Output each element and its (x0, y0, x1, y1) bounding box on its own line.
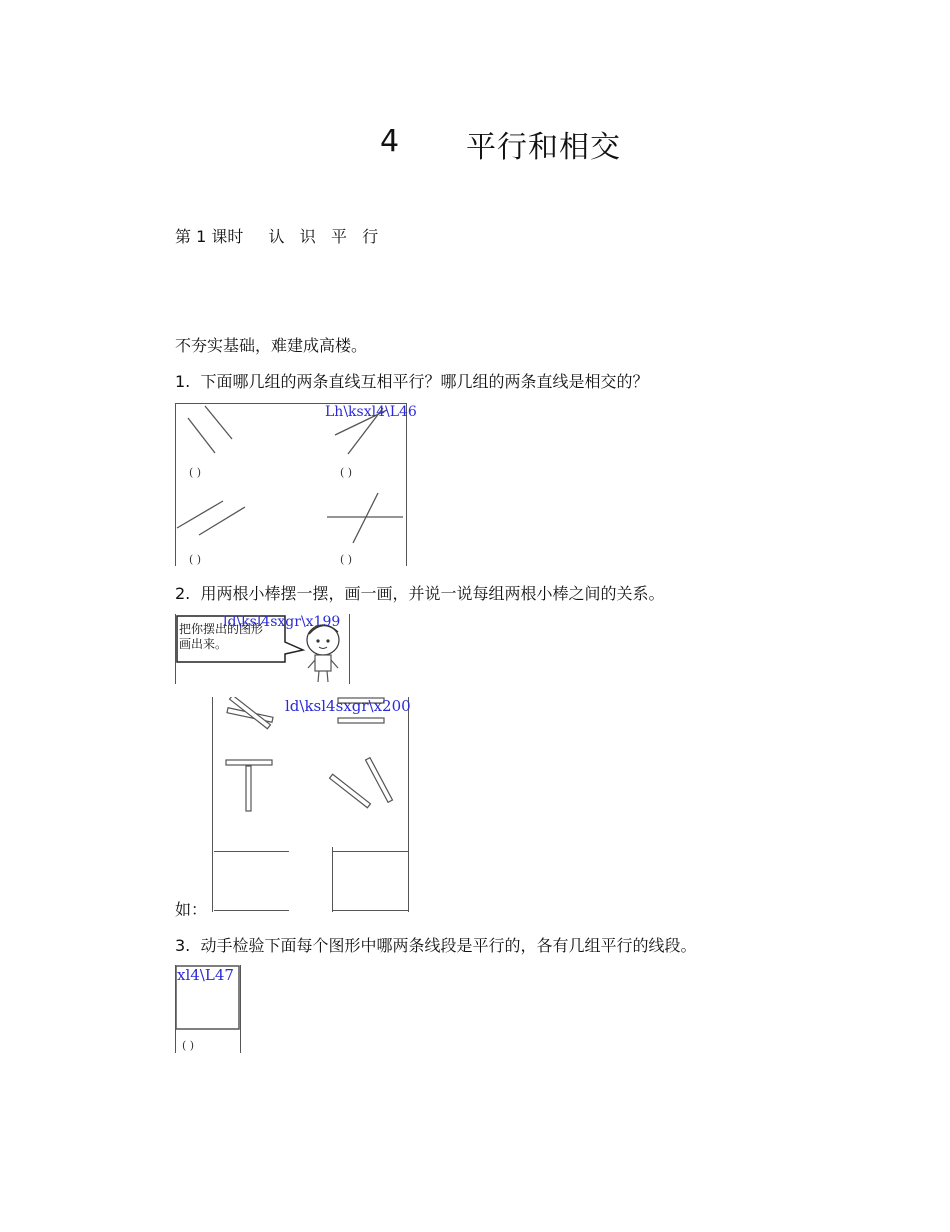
example-label: 如： (175, 900, 208, 919)
answer-blank: ( ) (182, 1039, 195, 1052)
stick (246, 766, 251, 811)
figure-square (175, 965, 241, 1053)
question-text: 下面哪几组的两条直线互相平行？哪几组的两条直线是相交的？ (200, 372, 649, 391)
intro-text: 不夯实基础，难建成高楼。 (175, 336, 368, 355)
figure-code-label: ld\ksl4sxgr\x200 (285, 697, 411, 715)
lines-diagram (175, 403, 407, 566)
answer-blank: ( ) (340, 553, 353, 566)
sticks-diagram (212, 697, 409, 912)
question-text: 用两根小棒摆一摆，画一画，并说一说每组两根小棒之间的关系。 (200, 584, 665, 603)
bubble-line: 画出来。 (179, 637, 228, 651)
question-1 (175, 369, 648, 392)
lesson-char: 行 (362, 227, 379, 246)
answer-blank: ( ) (340, 466, 353, 479)
lesson-char: 认 (268, 227, 285, 246)
question-3 (175, 933, 696, 956)
lesson-char: 识 (299, 227, 316, 246)
figure-code-label: ld\ksl4sxgr\x199 (223, 614, 341, 630)
answer-blank: ( ) (189, 553, 202, 566)
question-text: 动手检验下面每个图形中哪两条线段是平行的，各有几组平行的线段。 (200, 936, 697, 955)
figure-code-label: Lh\ksxl4\L46 (325, 404, 417, 420)
stick (366, 758, 393, 803)
stick (330, 774, 371, 807)
stick (338, 718, 384, 723)
answer-blank: ( ) (189, 466, 202, 479)
chapter-number: 4 (380, 124, 400, 159)
bubble-line: 把你摆出的图形 (179, 622, 264, 636)
lesson-char: 平 (331, 227, 348, 246)
question-number: 1. (175, 372, 191, 391)
speech-figure (175, 614, 350, 684)
lesson-heading (175, 224, 378, 247)
figure-sticks (212, 697, 409, 912)
question-2 (175, 581, 664, 604)
question-number: 2. (175, 584, 191, 603)
chapter-title: 平行和相交 (466, 130, 621, 165)
question-number: 3. (175, 936, 191, 955)
figure-lines-group (175, 403, 417, 566)
line-a2 (188, 418, 215, 453)
figure-code-label: xl4\L47 (177, 966, 234, 984)
line-a1 (205, 406, 232, 439)
line-e2 (353, 493, 378, 543)
lesson-prefix: 第 1 课时 (175, 227, 244, 246)
stick (226, 760, 272, 765)
